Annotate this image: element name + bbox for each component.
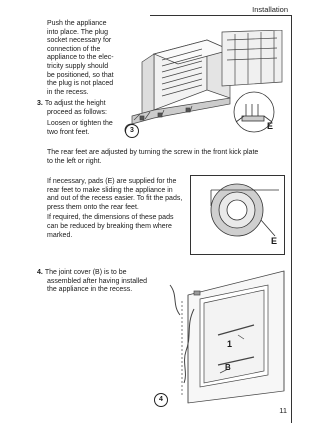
step-4 bbox=[37, 269, 157, 295]
text-line: proceed as follows: bbox=[47, 108, 107, 116]
pads-paragraph bbox=[47, 178, 189, 240]
text-line: appliance to the elec- bbox=[47, 54, 114, 62]
step-number: 4. bbox=[37, 269, 43, 276]
text-line: Push the appliance bbox=[47, 20, 107, 27]
text-line: marked. bbox=[47, 231, 73, 239]
text-line: in the recess. bbox=[47, 88, 89, 96]
text-line: to the left or right. bbox=[47, 157, 102, 165]
figure-label-b: B bbox=[225, 363, 231, 372]
figure-3 bbox=[122, 30, 287, 142]
figure-label-e: E bbox=[271, 236, 278, 246]
dishwasher-recess-illustration bbox=[122, 30, 287, 142]
figure-label-e: E bbox=[267, 121, 274, 131]
text-line: tricity supply should bbox=[47, 62, 109, 70]
text-line: into place. The plug bbox=[47, 28, 108, 36]
text-line: be positioned, so that bbox=[47, 71, 114, 79]
text-line: The rear feet are adjusted by turning the screw in the front kick plate bbox=[47, 149, 259, 156]
text-line: If necessary, pads (E) are supplied for the bbox=[47, 178, 177, 185]
rear-feet-note bbox=[47, 149, 287, 166]
text-line: press them onto the rear feet. bbox=[47, 203, 139, 211]
text-line: socket necessary for bbox=[47, 37, 112, 45]
text-line: the plug is not placed bbox=[47, 80, 114, 88]
right-margin-rule bbox=[291, 15, 292, 423]
text-line: rear feet to make sliding the appliance in bbox=[47, 186, 173, 194]
text-line: assembled after having installed bbox=[47, 277, 148, 285]
text-line: Loosen or tighten the bbox=[47, 120, 113, 128]
figure-label-1: 1 bbox=[227, 339, 233, 349]
text-line: and out of the recess easier. To fit the pads, bbox=[47, 195, 183, 203]
text-line: To adjust the height bbox=[44, 100, 106, 107]
figure-4 bbox=[158, 265, 286, 405]
text-line: The joint cover (B) is to be bbox=[44, 269, 127, 276]
figure-badge: 4 bbox=[154, 393, 168, 407]
page-number: 11 bbox=[279, 406, 287, 415]
header-rule bbox=[150, 15, 292, 16]
step-number: 3. bbox=[37, 100, 43, 107]
section-title: Installation bbox=[252, 5, 288, 14]
text-line: connection of the bbox=[47, 45, 101, 53]
text-line: can be reduced by breaking them where bbox=[47, 222, 172, 230]
pad-figure bbox=[190, 175, 285, 255]
text-line: the appliance in the recess. bbox=[47, 286, 133, 294]
joint-cover-illustration bbox=[158, 265, 286, 405]
figure-badge: 3 bbox=[125, 124, 139, 138]
text-line: If required, the dimensions of these pads bbox=[47, 214, 174, 222]
page-header bbox=[0, 0, 300, 22]
text-line: two front feet. bbox=[47, 128, 90, 136]
